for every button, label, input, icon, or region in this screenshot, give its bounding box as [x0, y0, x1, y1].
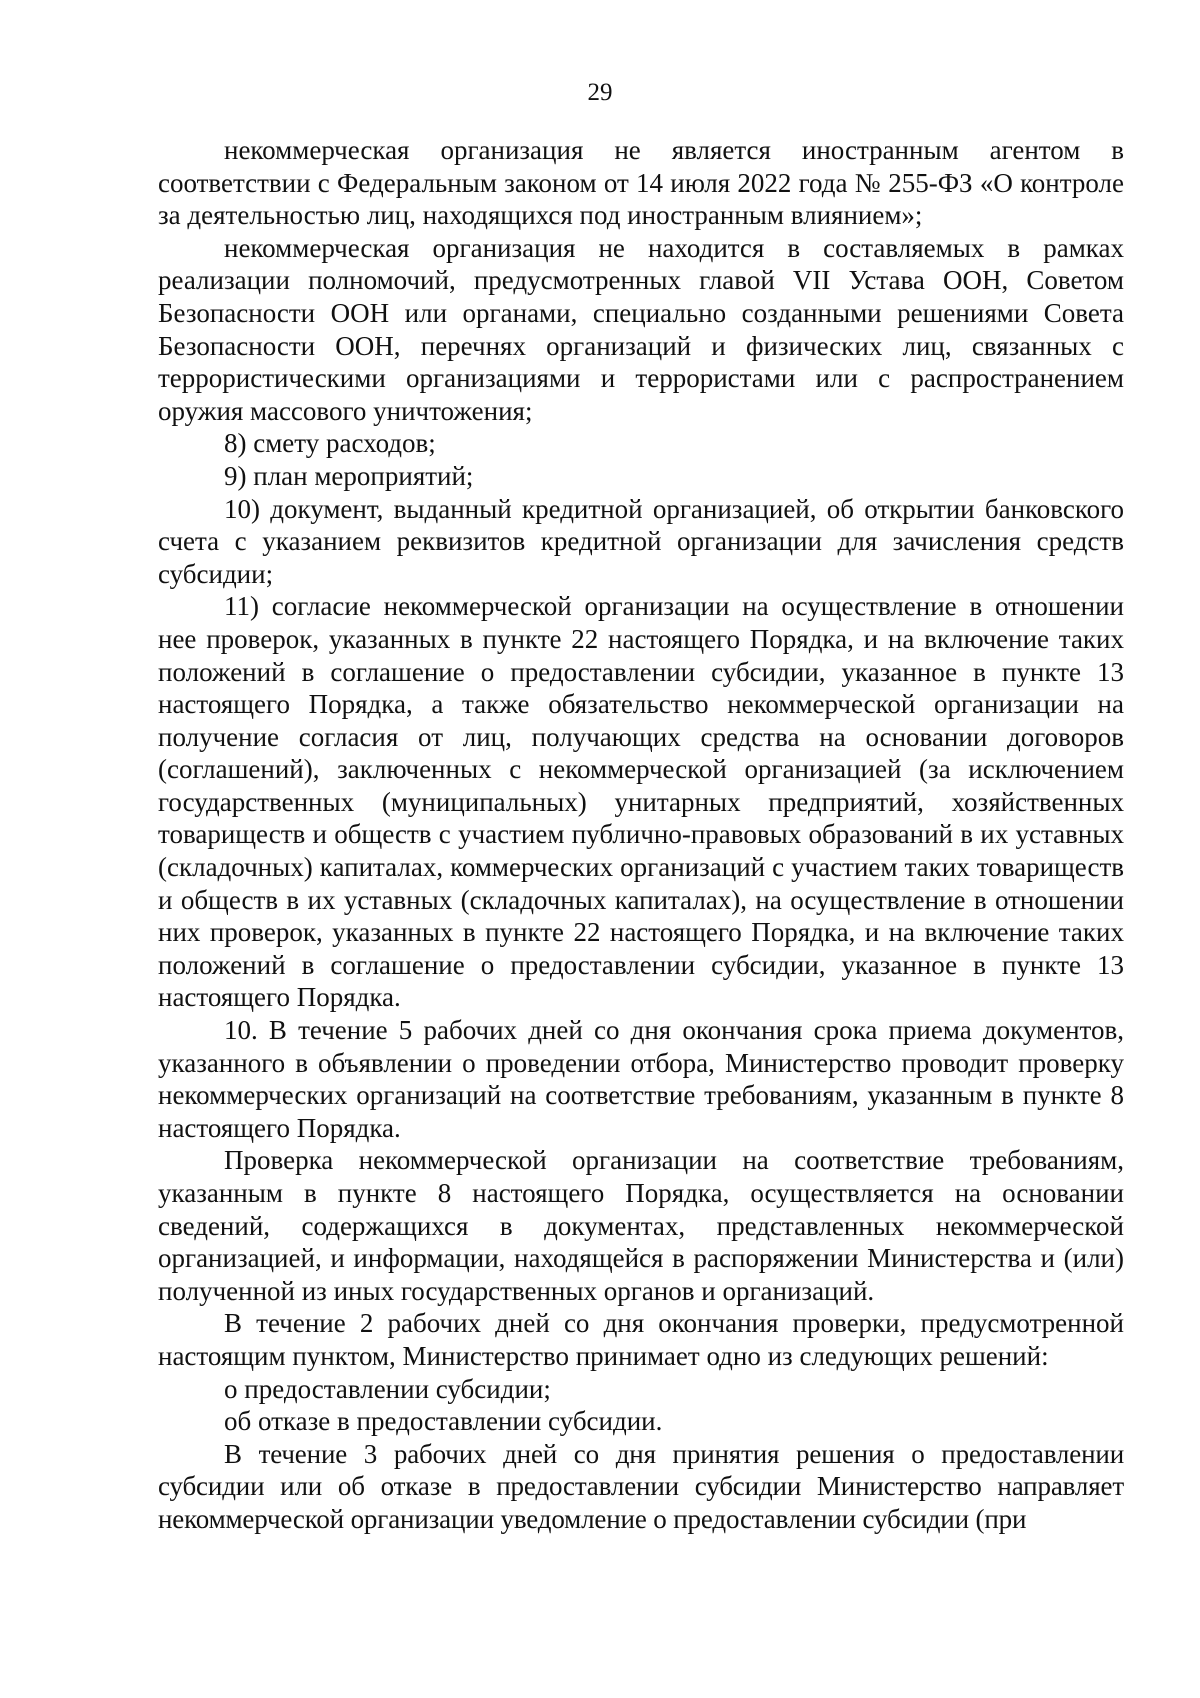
paragraph-verification: Проверка некоммерческой организации на соответствие требованиям, указанным в пункте 8 настоящего Порядка, осуществляется на основании сведений, содержащихся в документах, представленных некоммерческой организацией, и информации, находящейся в распоряжении Министерства и (или) полученной из иных государственных органов и организаций.: [158, 1145, 1124, 1306]
list-item-8: 8) смету расходов;: [224, 428, 436, 459]
page-number: 29: [587, 79, 613, 106]
list-item-10: 10) документ, выданный кредитной организацией, об открытии банковского счета с указанием реквизитов кредитной организации для зачисления средств субсидии;: [158, 493, 1124, 589]
paragraph-un-sanctions: некоммерческая организация не находится в составляемых в рамках реализации полномочий, предусмотренных главой VII Устава ООН, Советом Безопасности ООН или органами, специально созданными решениями Совета Безопасности ООН, перечнях организаций и физических лиц, связанных с террористическими организациями и террористами или с распространением оружия массового уничтожения;: [158, 232, 1124, 426]
decision-option-grant: о предоставлении субсидии;: [224, 1373, 551, 1404]
document-body: [158, 134, 1124, 1536]
decision-option-refusal: об отказе в предоставлении субсидии.: [224, 1406, 663, 1437]
paragraph-decision: В течение 2 рабочих дней со дня окончания проверки, предусмотренной настоящим пунктом, Министерство принимает одно из следующих решений:: [158, 1308, 1124, 1371]
clause-10: 10. В течение 5 рабочих дней со дня окончания срока приема документов, указанного в объявлении о проведении отбора, Министерство проводит проверку некоммерческих организаций на соответствие требованиям, указанным в пункте 8 настоящего Порядка.: [158, 1015, 1124, 1143]
paragraph-notification: В течение 3 рабочих дней со дня принятия решения о предоставлении субсидии или об отказе в предоставлении субсидии Министерство направляет некоммерческой организации уведомление о предоставлении субсидии (при: [158, 1438, 1124, 1534]
list-item-11: 11) согласие некоммерческой организации на осуществление в отношении нее проверок, указанных в пункте 22 настоящего Порядка, и на включение таких положений в соглашение о предоставлении субсидии, указанное в пункте 13 настоящего Порядка, а также обязательство некоммерческой организации на получение согласия от лиц, получающих средства на основании договоров (соглашений), заключенных с некоммерческой организацией (за исключением государственных (муниципальных) унитарных предприятий, хозяйственных товариществ и обществ с участием публично-правовых образований в их уставных (складочных) капиталах, коммерческих организаций с участием таких товариществ и обществ в их уставных (складочных капиталах), на осуществление в отношении них проверок, указанных в пункте 22 настоящего Порядка, и на включение таких положений в соглашение о предоставлении субсидии, указанное в пункте 13 настоящего Порядка.: [158, 591, 1124, 1013]
list-item-9: 9) план мероприятий;: [224, 460, 474, 491]
paragraph-foreign-agent: некоммерческая организация не является иностранным агентом в соответствии с Федеральным законом от 14 июля 2022 года № 255-ФЗ «О контроле за деятельностью лиц, находящихся под иностранным влиянием»;: [158, 135, 1124, 231]
